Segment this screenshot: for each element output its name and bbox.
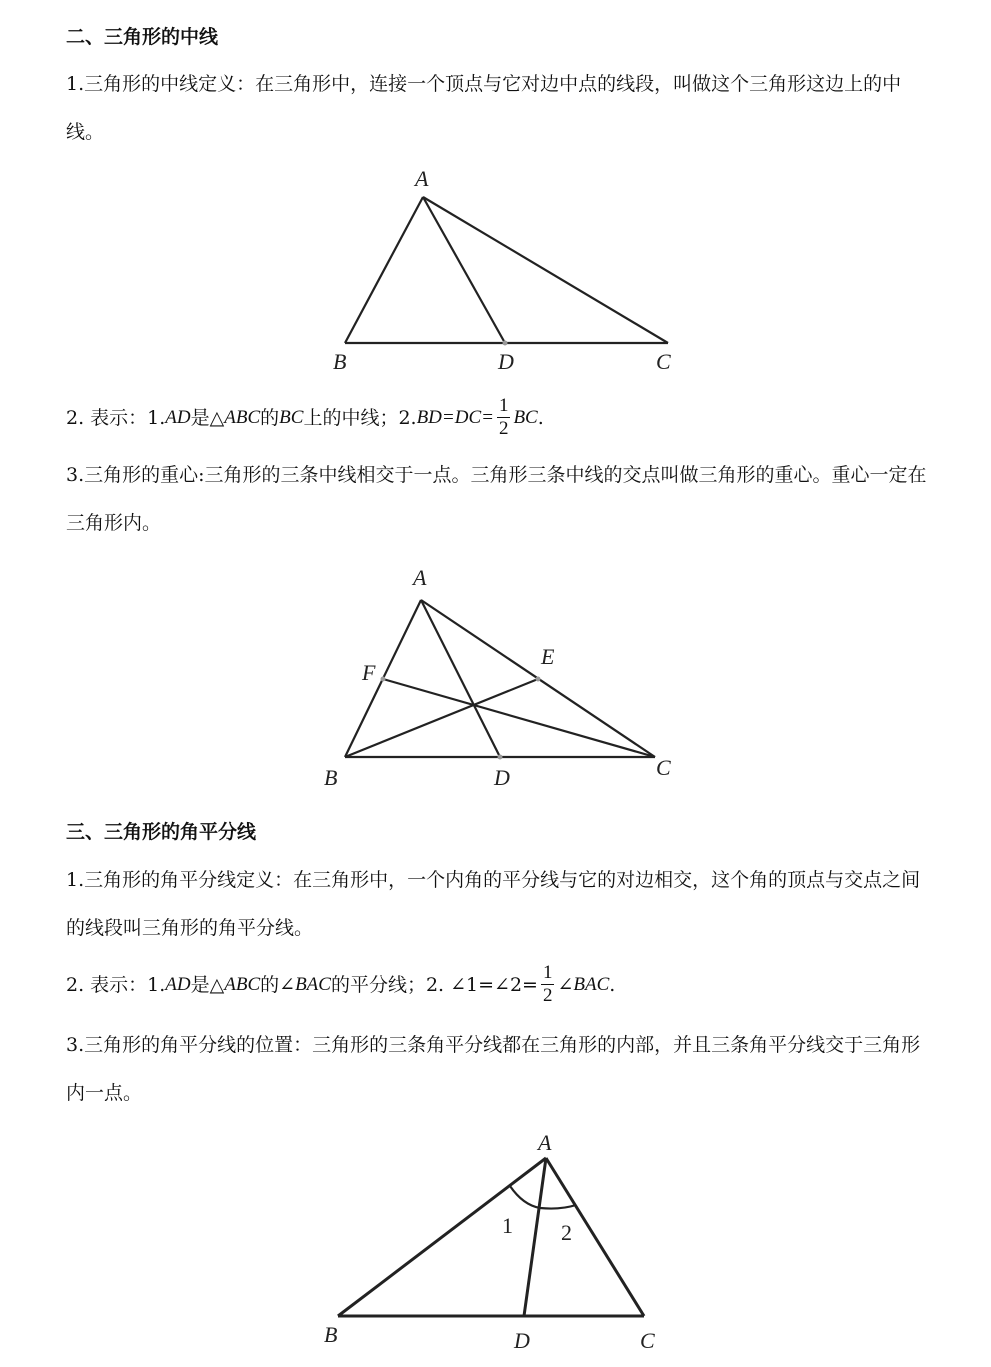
centroid-text: 3.三角形的重心:三角形的三条中线相交于一点。三角形三条中线的交点叫做三角形的重心。重心一定在三角形内。 — [66, 464, 927, 534]
label-c-2: C — [656, 755, 671, 780]
side-ab — [345, 197, 423, 343]
point-d — [503, 341, 508, 346]
repr-abc: ABC — [224, 406, 261, 428]
fraction-half-2: $\frac{1}{2}$ — [542, 962, 553, 1006]
side-ac — [423, 197, 668, 343]
side-ab-3 — [338, 1158, 546, 1316]
bisector-representation: 2. 表示：1. AD 是△ ABC 的∠ BAC 的平分线；2. ∠1=∠2= $\frac{1}{2}$ ∠ BAC . — [66, 962, 616, 1006]
median-definition: 1.三角形的中线定义：在三角形中，连接一个顶点与它对边中点的线段，叫做这个三角形这边上的中线。 — [66, 73, 902, 143]
label-f: F — [362, 660, 376, 685]
repr3-bac: BAC — [295, 973, 331, 995]
median-representation: 2. 表示：1. AD 是△ ABC 的 BC 上的中线；2. BD=DC= $\frac{1}{2}$ BC . — [66, 395, 544, 439]
median-ad — [423, 197, 505, 343]
label-d-3: D — [514, 1328, 530, 1353]
repr3-of: 的∠ — [260, 973, 296, 996]
label-c-3: C — [640, 1328, 655, 1353]
repr-of: 的 — [260, 406, 280, 429]
bisector-position: 3.三角形的角平分线的位置：三角形的三条角平分线都在三角形的内部，并且三条角平分线交于三角形内一点。 — [66, 1034, 921, 1104]
repr-eq: BD=DC= — [416, 406, 494, 428]
heading-median: 二、三角形的中线 — [66, 26, 219, 48]
label-angle-2: 2 — [561, 1220, 572, 1245]
label-b-3: B — [324, 1322, 338, 1347]
figure-median — [345, 197, 668, 343]
bisector-ad — [524, 1158, 546, 1316]
median-cf — [383, 679, 655, 757]
repr3-is: 是△ — [190, 973, 225, 996]
figure-bisector — [338, 1158, 644, 1316]
label-b: B — [333, 349, 347, 374]
label-d-2: D — [494, 765, 510, 790]
label-angle-1: 1 — [502, 1213, 513, 1238]
label-a-3: A — [538, 1130, 552, 1155]
bisector-definition: 1.三角形的角平分线定义：在三角形中，一个内角的平分线与它的对边相交，这个角的顶点与交点之间的线段叫三角形的角平分线。 — [66, 869, 921, 939]
point-e — [536, 677, 541, 682]
label-e: E — [541, 644, 555, 669]
point-f — [381, 677, 386, 682]
label-c: C — [656, 349, 671, 374]
repr-is: 是△ — [190, 406, 225, 429]
label-b-2: B — [324, 765, 338, 790]
repr-bc: BC — [279, 406, 304, 428]
repr3-ad: AD — [165, 973, 191, 995]
repr3-prefix: 2. 表示：1. — [66, 973, 166, 996]
label-a-2: A — [413, 565, 427, 590]
repr-prefix: 2. 表示：1. — [66, 406, 166, 429]
repr-ad: AD — [165, 406, 191, 428]
label-a: A — [415, 166, 429, 191]
heading-bisector: 三、三角形的角平分线 — [66, 821, 257, 843]
median-be — [345, 679, 538, 757]
fraction-half: $\frac{1}{2}$ — [498, 395, 509, 439]
angle-arc-1 — [510, 1186, 540, 1208]
repr3-bac2: BAC — [573, 973, 610, 995]
repr-bc2: BC — [513, 406, 538, 428]
repr3-abc: ABC — [224, 973, 261, 995]
repr3-rest: 的平分线；2. ∠1=∠2= — [330, 973, 538, 996]
point-d-2 — [498, 755, 503, 760]
median-ad-2 — [421, 600, 500, 757]
label-d: D — [498, 349, 514, 374]
figure-centroid — [345, 600, 655, 757]
angle-arc-2 — [540, 1205, 576, 1209]
repr-rest: 上的中线；2. — [303, 406, 417, 429]
